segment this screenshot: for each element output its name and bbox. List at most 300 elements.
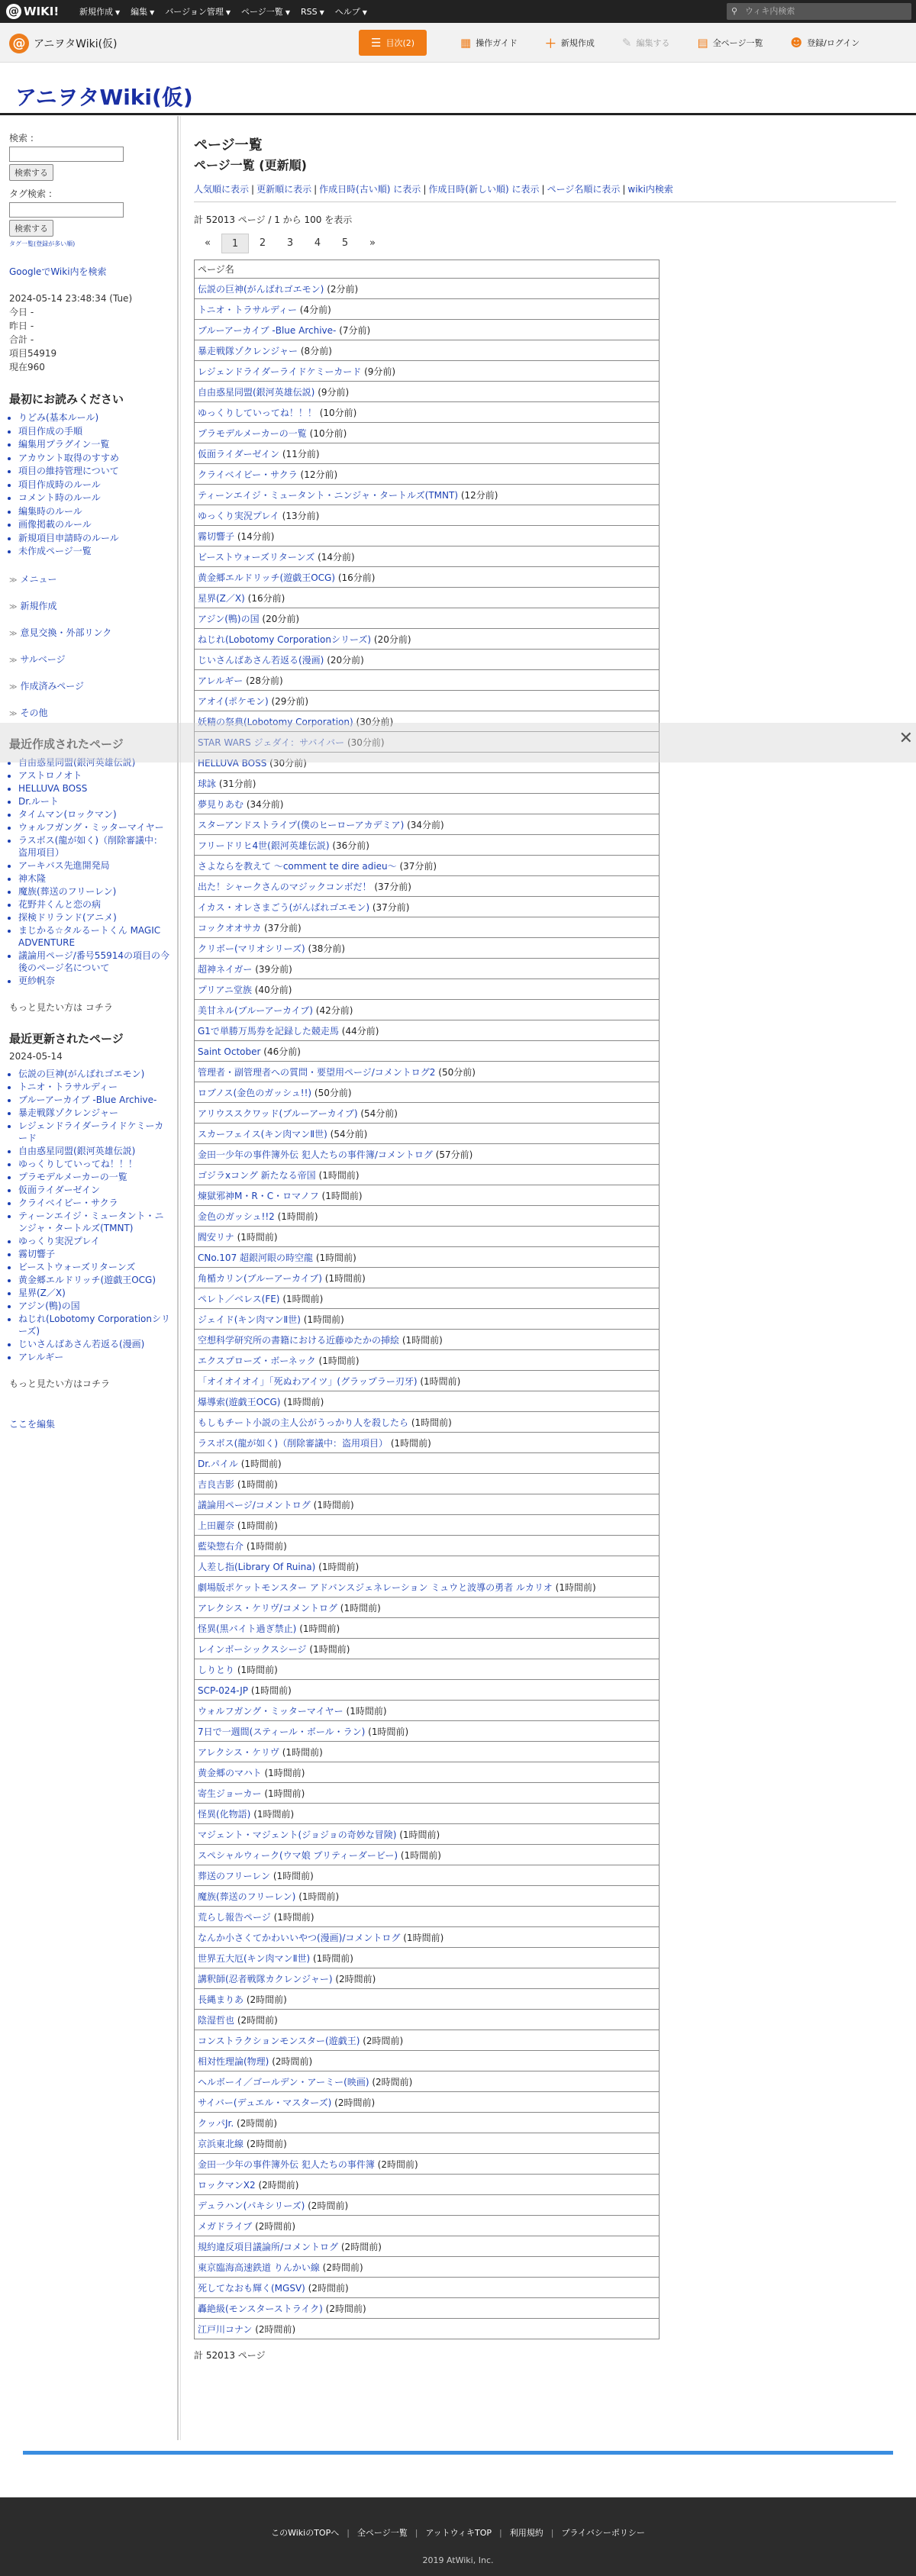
updated-time: (20分前)	[327, 654, 364, 666]
page-link[interactable]: フリードリヒ4世(銀河英雄伝説)	[198, 840, 330, 851]
recent-updated-item[interactable]: • 黄金郷エルドリッチ(遊戯王OCG)	[18, 1274, 171, 1286]
sort-links	[194, 182, 896, 202]
page-link[interactable]: 閻安リナ	[198, 1231, 234, 1243]
edit-here-link[interactable]: ここを編集	[9, 1418, 56, 1430]
recent-updated-item[interactable]: • ブルーアーカイブ -Blue Archive-	[18, 1094, 171, 1106]
menu-rss[interactable]: RSS ▼	[300, 6, 324, 17]
page-link[interactable]: ロックマンX2	[198, 2179, 256, 2191]
page-link[interactable]: 美甘ネル(ブルーアーカイブ)	[198, 1004, 313, 1016]
page-link[interactable]: 魔族(葬送のフリーレン)	[198, 1891, 296, 1902]
recent-created-item[interactable]: • ラスボス(龍が如く)（削除審議中：盗用項目）	[18, 834, 171, 859]
page-link[interactable]: ペレト／ベレス(FE)	[198, 1293, 280, 1304]
page-link[interactable]: アオイ(ポケモン)	[198, 695, 269, 707]
recent-updated-item[interactable]: • 仮面ライダーゼイン	[18, 1184, 171, 1196]
page-link[interactable]: ゆっくりしていってね！！！	[198, 407, 317, 418]
menu-page-list[interactable]: ページ一覧 ▼	[241, 7, 290, 17]
page-link[interactable]: 煉獄邪神M・R・C・ロマノフ	[198, 1190, 319, 1201]
page-link[interactable]: 長縄まりあ	[198, 1994, 244, 2005]
table-row	[195, 2319, 660, 2339]
bookmark-button[interactable]: ☰ 目次(2)	[359, 30, 427, 56]
page-cell	[195, 1309, 660, 1330]
more-created-link[interactable]: もっと見たい方は コチラ	[9, 1001, 113, 1013]
page-link[interactable]: 劇場版ポケットモンスター アドバンスジェネレーション ミュウと波導の勇者 ルカリオ	[198, 1581, 553, 1593]
page-link[interactable]: スペシャルウィーク(ウマ娘 プリティーダービー)	[198, 1849, 398, 1861]
page-link[interactable]: Dr.パイル	[198, 1458, 238, 1469]
table-row	[195, 382, 660, 402]
page-cell	[195, 1824, 660, 1845]
page-link[interactable]: 霧切響子	[198, 530, 235, 542]
page-link[interactable]: ティーンエイジ・ミュータント・ニンジャ・タートルズ(TMNT)	[198, 489, 459, 501]
recent-updated-item[interactable]: • ゆっくり実況プレイ	[18, 1235, 171, 1247]
chevron-right-icon: ≫	[9, 602, 18, 611]
recent-updated-item[interactable]: • クライベイビー・サクラ	[18, 1197, 171, 1209]
page-link[interactable]: 規約違反項目議論所/コメントログ	[198, 2241, 339, 2252]
recent-updated-item[interactable]: • 暴走戦隊ゾクレンジャー	[18, 1107, 171, 1119]
page-link[interactable]: 超神ネイガー	[198, 963, 253, 975]
page-link[interactable]: マジェント・マジェント(ジョジョの奇妙な冒険)	[198, 1829, 397, 1840]
recent-updated-item[interactable]: • ビーストウォーズリターンズ	[18, 1261, 171, 1273]
atwiki-logo[interactable]: @ WIKI!	[6, 4, 59, 19]
page-link[interactable]: しりとり	[198, 1664, 235, 1675]
recent-updated-date: 2024-05-14	[9, 1050, 63, 1062]
updated-time: (36分前)	[332, 840, 369, 851]
table-row	[195, 1865, 660, 1886]
wiki-toolbar	[0, 23, 916, 63]
page-link[interactable]: デュラハン(パキシリーズ)	[198, 2200, 305, 2211]
page-link[interactable]: アリウススクワッド(ブルーアーカイブ)	[198, 1107, 358, 1119]
page-cell	[195, 1598, 660, 1618]
footer-links	[0, 2526, 916, 2539]
page-link[interactable]: 人差し指(Library Of Ruina)	[198, 1561, 316, 1572]
plus-icon: ＋	[544, 36, 556, 50]
recent-created-item[interactable]: • 自由惑星同盟(銀河英雄伝説)	[18, 756, 171, 769]
recent-updated-item[interactable]: • レジェンドライダーライドケミーカード	[18, 1120, 171, 1144]
page-list-table	[194, 260, 660, 2339]
updated-time: (2時間前)	[377, 2158, 418, 2170]
page-cell	[195, 505, 660, 526]
page-link[interactable]: クリボー(マリオシリーズ)	[198, 943, 305, 954]
recent-updated-item[interactable]: • ゆっくりしていってね！！！	[18, 1158, 171, 1170]
page-count: 計 52013 ページ / 1 から 100 を表示	[194, 214, 353, 225]
sidebar-divider-shadow	[180, 116, 181, 2440]
sidebar-section-toggle[interactable]: ≫ メニュー	[9, 573, 57, 585]
page-link[interactable]: じいさんばあさん若返る(漫画)	[198, 654, 324, 666]
separator: |	[347, 2528, 350, 2538]
page-link[interactable]: アジン(鴨)の国	[198, 613, 260, 624]
page-link[interactable]: ねじれ(Lobotomy Corporationシリーズ)	[198, 634, 372, 645]
page-link[interactable]: スカーフェイス(キン肉マンⅡ世)	[198, 1128, 327, 1140]
recent-created-item[interactable]: • 花野井くんと恋の病	[18, 898, 171, 911]
sidebar-section-toggle[interactable]: ≫ その他	[9, 707, 48, 718]
table-row	[195, 938, 660, 959]
sidebar-section-toggle[interactable]: ≫ サルベージ	[9, 653, 66, 665]
updated-time: (1時間前)	[321, 1190, 363, 1201]
recent-created-item[interactable]: • Dr.ルート	[18, 795, 171, 808]
tag-search-input[interactable]	[9, 202, 124, 218]
table-row	[195, 2133, 660, 2154]
page-cell	[195, 2030, 660, 2051]
recent-updated-item[interactable]: • 伝説の巨神(がんばれゴエモン)	[18, 1068, 171, 1080]
table-row	[195, 1701, 660, 1721]
page-link[interactable]: 管理者・副管理者への質問・要望用ページ/コメントログ2	[198, 1066, 436, 1078]
page-link[interactable]: レジェンドライダーライドケミーカード	[198, 366, 362, 377]
first-read-item[interactable]: • 項目作成の手順	[18, 425, 171, 439]
page-link[interactable]: G1で単勝万馬券を記録した競走馬	[198, 1025, 339, 1037]
menu-new[interactable]: 新規作成 ▼	[79, 7, 121, 17]
updated-time: (1時間前)	[283, 1396, 324, 1407]
all-pages-button[interactable]: ▤ 全ページ一覧	[697, 36, 763, 50]
first-read-item[interactable]: • 新規項目申請時のルール	[18, 532, 171, 546]
tag-list-link[interactable]: タグ一覧(登録が多い順)	[9, 240, 76, 247]
table-row	[195, 1659, 660, 1680]
table-row	[195, 1515, 660, 1536]
page-link[interactable]: 金田一少年の事件簿外伝 犯人たちの事件簿/コメントログ	[198, 1149, 433, 1160]
table-row	[195, 526, 660, 546]
sort-link[interactable]: 作成日時(新しい順) に表示	[428, 184, 540, 195]
page-link[interactable]: ウォルフガング・ミッターマイヤー	[198, 1705, 344, 1717]
page-link[interactable]: 空想科学研究所の書籍における近藤ゆたかの挿絵	[198, 1334, 400, 1346]
page-link[interactable]: 暴走戦隊ゾクレンジャー	[198, 345, 298, 356]
page-link[interactable]: SCP-024-JP	[198, 1685, 248, 1696]
first-read-item[interactable]: • アカウント取得のすすめ	[18, 452, 171, 466]
recent-created-item[interactable]: • HELLUVA BOSS	[18, 782, 171, 795]
updated-time: (1時間前)	[237, 1478, 278, 1490]
updated-time: (9分前)	[318, 386, 350, 398]
page-link[interactable]: 黄金郷エルドリッチ(遊戯王OCG)	[198, 572, 336, 583]
page-cell	[195, 361, 660, 382]
footer-link[interactable]: 全ページ一覧	[356, 2528, 408, 2538]
recent-updated-item[interactable]: • ティーンエイジ・ミュータント・ニンジャ・タートルズ(TMNT)	[18, 1210, 171, 1234]
updated-time: (16分前)	[337, 572, 376, 583]
sidebar-section-toggle[interactable]: ≫ 新規作成	[9, 600, 57, 611]
page-cell	[195, 691, 660, 711]
updated-time: (37分前)	[399, 860, 437, 872]
updated-time: (14分前)	[237, 530, 275, 542]
page-link[interactable]: 「オイオイオイ」「死ぬわアイツ」(グラップラー刃牙)	[198, 1375, 418, 1387]
page-link[interactable]: 相対性理論(物理)	[198, 2055, 269, 2067]
sidebar-search-input[interactable]	[9, 147, 124, 162]
page-link[interactable]: 上田麗奈	[198, 1520, 235, 1531]
menu-version[interactable]: バージョン管理 ▼	[165, 7, 231, 17]
updated-time: (7分前)	[339, 324, 371, 336]
page-link[interactable]: 怪異(黒バイト過ぎ禁止)	[198, 1623, 297, 1634]
page-link[interactable]: 金田一少年の事件簿外伝 犯人たちの事件簿	[198, 2158, 375, 2170]
updated-time: (1時間前)	[313, 1499, 354, 1510]
page-link[interactable]: プリアニ堂族	[198, 984, 252, 995]
sort-link[interactable]: 作成日時(古い順) に表示	[319, 184, 421, 195]
updated-time: (1時間前)	[312, 1952, 353, 1964]
page-link[interactable]: 死してなおも輝く(MGSV)	[198, 2282, 305, 2294]
page-link[interactable]: 7日で一週間(スティール・ボール・ラン)	[198, 1726, 366, 1737]
recent-created-item[interactable]: • まじかる☆タルるートくん MAGIC ADVENTURE	[18, 924, 171, 949]
page-cell	[195, 1927, 660, 1948]
sidebar-section-toggle[interactable]: ≫ 作成済みページ	[9, 680, 84, 692]
page-cell	[195, 876, 660, 897]
recent-created-item[interactable]: • 議論用ページ/番号55914の項目の今後のページ名について	[18, 949, 171, 974]
table-row	[195, 1103, 660, 1124]
page-link[interactable]: エクスプローズ・ボーネック	[198, 1355, 316, 1366]
page-link[interactable]: もしもチート小説の主人公がうっかり人を殺したら	[198, 1417, 409, 1428]
guide-button[interactable]: ▦ 操作ガイド	[460, 36, 518, 50]
page-link[interactable]: トニオ・トラサルディー	[198, 304, 297, 315]
page-link[interactable]: 星界(Z／X)	[198, 592, 245, 604]
recent-updated-item[interactable]: • トニオ・トラサルディー	[18, 1081, 171, 1093]
page-link[interactable]: Saint October	[198, 1046, 261, 1057]
caret-down-icon: ▼	[225, 9, 231, 16]
sidebar-search-button[interactable]: 検索する	[9, 164, 53, 181]
google-search-link[interactable]: GoogleでWiki内を検索	[9, 266, 107, 277]
page-link[interactable]: レインボーシックスシージ	[198, 1643, 307, 1655]
first-read-item[interactable]: • 項目作成時のルール	[18, 479, 171, 492]
page-button[interactable]: 1	[221, 234, 249, 253]
page-link[interactable]: コックオオサカ	[198, 922, 262, 933]
sort-link[interactable]: 人気順に表示	[194, 184, 250, 195]
page-link[interactable]: 藍染惣右介	[198, 1540, 244, 1552]
recent-created-item[interactable]: • 更紗帆奈	[18, 975, 171, 987]
page-link[interactable]: ゴジラxコング 新たなる帝国	[198, 1169, 316, 1181]
page-link[interactable]: メガドライブ	[198, 2220, 253, 2232]
separator: |	[541, 184, 545, 195]
page-link[interactable]: イカス・オレさまごう(がんばれゴエモン)	[198, 901, 370, 913]
updated-time: (2時間前)	[272, 2055, 313, 2067]
table-row	[195, 2071, 660, 2092]
page-link[interactable]: ビーストウォーズリターンズ	[198, 551, 315, 563]
page-link[interactable]: 伝説の巨神(がんばれゴエモン)	[198, 283, 324, 295]
page-link[interactable]: 怪異(化物語)	[198, 1808, 251, 1820]
sidebar	[9, 130, 171, 1430]
updated-time: (1時間前)	[273, 1911, 314, 1923]
recent-updated-item[interactable]: • 霧切響子	[18, 1248, 171, 1260]
page-link[interactable]: アレルギー	[198, 675, 244, 686]
first-read-item[interactable]: • 未作成ページ一覧	[18, 545, 171, 559]
login-button[interactable]: ☻ 登録/ログイン	[790, 36, 860, 50]
page-cell	[195, 402, 660, 423]
wiki-home-link[interactable]: @ アニヲタWiki(仮)	[9, 34, 118, 53]
page-link[interactable]: 葬送のフリーレン	[198, 1870, 270, 1881]
updated-time: (1時間前)	[273, 1870, 314, 1881]
page-link[interactable]: アレクシス・ケリヴ	[198, 1746, 279, 1758]
separator: |	[550, 2528, 554, 2538]
page-cell	[195, 340, 660, 361]
page-cell	[195, 1103, 660, 1124]
page-cell	[195, 1659, 660, 1680]
recent-updated-item[interactable]: • アジン(鴨)の国	[18, 1300, 171, 1312]
recent-updated-item[interactable]: • プラモデルメーカーの一覧	[18, 1171, 171, 1183]
page-cell	[195, 1124, 660, 1144]
separator: |	[251, 184, 255, 195]
page-link[interactable]: 江戸川コナン	[198, 2323, 253, 2335]
recent-updated-item[interactable]: • アレルギー	[18, 1351, 171, 1363]
page-cell	[195, 382, 660, 402]
page-cell	[195, 650, 660, 670]
sort-link[interactable]: wiki内検索	[627, 184, 673, 195]
page-link[interactable]: 夢見りあむ	[198, 798, 244, 810]
page-link[interactable]: 京浜東北線	[198, 2138, 244, 2149]
page-link[interactable]: 東京臨海高速鉄道 りんかい線	[198, 2262, 320, 2273]
page-cell	[195, 1948, 660, 1968]
table-row	[195, 835, 660, 856]
caret-down-icon: ▼	[285, 9, 290, 16]
menu-help[interactable]: ヘルプ ▼	[334, 7, 367, 17]
page-link[interactable]: 轟絶級(モンスターストライク)	[198, 2303, 323, 2314]
table-row	[195, 1618, 660, 1639]
new-page-button[interactable]: ＋ 新規作成	[544, 36, 595, 50]
recent-created-item[interactable]: • タイムマン(ロックマン)	[18, 808, 171, 821]
page-link[interactable]: HELLUVA BOSS	[198, 757, 267, 769]
page-cell	[195, 1783, 660, 1804]
page-button[interactable]: 4	[314, 237, 321, 249]
page-link[interactable]: ヘルボーイ／ゴールデン・アーミー(映画)	[198, 2076, 369, 2088]
updated-time: (1時間前)	[346, 1705, 387, 1717]
sidebar-section-toggle[interactable]: ≫ 意見交換・外部リンク	[9, 627, 112, 638]
table-row	[195, 2298, 660, 2319]
updated-time: (1時間前)	[237, 1231, 278, 1243]
at-logo-icon: @	[6, 4, 21, 19]
page-link[interactable]: スターアンドストライプ(僕のヒーローアカデミア)	[198, 819, 405, 830]
page-link[interactable]: 世界五大厄(キン肉マンⅡ世)	[198, 1952, 311, 1964]
sort-link[interactable]: ページ名順に表示	[547, 184, 621, 195]
page-link[interactable]: STAR WARS ジェダイ：サバイバー	[198, 737, 345, 748]
updated-time: (1時間前)	[309, 1643, 350, 1655]
page-link[interactable]: 議論用ページ/コメントログ	[198, 1499, 311, 1510]
page-link[interactable]: ロブノス(金色のガッシュ!!)	[198, 1087, 312, 1098]
table-row	[195, 1000, 660, 1020]
first-read-heading: 最初にお読みください	[9, 392, 124, 406]
page-link[interactable]: 荒らし報告ページ	[198, 1911, 271, 1923]
page-link[interactable]: クッパJr.	[198, 2117, 234, 2129]
recent-created-item[interactable]: • ウォルフガング・ミッターマイヤー	[18, 821, 171, 833]
page-cell	[195, 959, 660, 979]
counter: 2024-05-14 23:48:34 (Tue) 今日 - 昨日 - 合計 - 項目54919 現在960	[9, 293, 133, 372]
page-link[interactable]: 黄金郷のマハト	[198, 1767, 262, 1778]
footer-link[interactable]: プライバシーポリシー	[561, 2528, 645, 2538]
first-read-item[interactable]: • りどみ(基本ルール)	[18, 411, 171, 425]
updated-time: (16分前)	[247, 592, 285, 604]
page-cell	[195, 1536, 660, 1556]
list-icon: ☰	[371, 36, 382, 50]
page-link[interactable]: クライベイビー・サクラ	[198, 469, 298, 480]
first-read-item[interactable]: • 項目の維持管理について	[18, 465, 171, 479]
table-row	[195, 402, 660, 423]
page-link[interactable]: 角楯カリン(ブルーアーカイブ)	[198, 1272, 322, 1284]
wiki-search-input[interactable]: ⚲ ウィキ内検索	[727, 3, 911, 20]
updated-time: (39分前)	[255, 963, 292, 975]
updated-time: (14分前)	[318, 551, 355, 563]
page-link[interactable]: なんか小さくてかわいいやつ(漫画)/コメントログ	[198, 1932, 401, 1943]
page-cell	[195, 1268, 660, 1288]
pencil-icon: ✎	[621, 36, 632, 50]
updated-time: (37分前)	[372, 901, 410, 913]
edit-button[interactable]: ✎ 編集する	[621, 36, 670, 50]
page-link[interactable]: 講釈師(忍者戦隊カクレンジャー)	[198, 1973, 333, 1984]
footer-link[interactable]: このWikiのTOPへ	[271, 2528, 340, 2538]
updated-time: (1時間前)	[277, 1211, 318, 1222]
page-link[interactable]: サイバー(デュエル・マスターズ)	[198, 2097, 332, 2108]
page-link[interactable]: 爆導索(遊戯王OCG)	[198, 1396, 281, 1407]
page-link[interactable]: さよならを教えて 〜comment te dire adieu〜	[198, 860, 397, 872]
updated-time: (4分前)	[299, 304, 331, 315]
page-link[interactable]: ジェイド(キン肉マンⅡ世)	[198, 1314, 301, 1325]
footer-link[interactable]: アットウィキTOP	[425, 2528, 492, 2538]
menu-edit[interactable]: 編集 ▼	[131, 7, 155, 17]
page-cell	[195, 2278, 660, 2298]
table-row	[195, 1124, 660, 1144]
page-link[interactable]: 吉良吉影	[198, 1478, 235, 1490]
table-row	[195, 567, 660, 588]
updated-time: (12分前)	[300, 469, 338, 480]
page-link[interactable]: 自由惑星同盟(銀河英雄伝説)	[198, 386, 315, 398]
sort-link[interactable]: 更新順に表示	[256, 184, 312, 195]
page-button[interactable]: 3	[286, 237, 294, 249]
page-link[interactable]: 出た！シャークさんのマジックコンボだ！	[198, 881, 372, 892]
page-link[interactable]: 陰湿哲也	[198, 2014, 235, 2026]
page-link[interactable]: アレクシス・ケリヴ/コメントログ	[198, 1602, 337, 1614]
page-cell	[195, 1494, 660, 1515]
page-link[interactable]: CNo.107 超銀河眼の時空龍	[198, 1252, 314, 1263]
first-read-item[interactable]: • 編集用プラグイン一覧	[18, 438, 171, 452]
page-link[interactable]: 妖精の祭典(Lobotomy Corporation)	[198, 716, 353, 727]
recent-created-item[interactable]: • 神木隆	[18, 872, 171, 885]
recent-updated-heading: 最近更新されたページ	[9, 1031, 124, 1046]
recent-updated-item[interactable]: • じいさんばあさん若返る(漫画)	[18, 1338, 171, 1350]
page-button[interactable]: »	[369, 237, 376, 249]
first-read-item[interactable]: • 画像掲載のルール	[18, 518, 171, 532]
page-button[interactable]: 5	[341, 237, 349, 249]
page-link[interactable]: ラスボス(龍が如く)（削除審議中：盗用項目）	[198, 1437, 389, 1449]
recent-created-item[interactable]: • アストロノオト	[18, 769, 171, 782]
page-cell	[195, 608, 660, 629]
page-button[interactable]: 2	[259, 237, 266, 249]
page-link[interactable]: コンストラクションモンスター(遊戯王)	[198, 2035, 360, 2046]
recent-created-item[interactable]: • 探検ドリランド(アニメ)	[18, 911, 171, 924]
page-cell	[195, 279, 660, 299]
page-cell	[195, 1618, 660, 1639]
first-read-item[interactable]: • コメント時のルール	[18, 492, 171, 505]
wiki-title[interactable]: アニヲタWiki(仮)	[15, 85, 193, 110]
page-link[interactable]: 寄生ジョーカー	[198, 1788, 262, 1799]
page-link[interactable]: ブルーアーカイブ -Blue Archive-	[198, 324, 337, 336]
updated-time: (1時間前)	[555, 1581, 596, 1593]
page-link[interactable]: 球詠	[198, 778, 217, 789]
first-read-item[interactable]: • 編集時のルール	[18, 505, 171, 519]
recent-created-item[interactable]: • 魔族(葬送のフリーレン)	[18, 885, 171, 898]
recent-updated-item[interactable]: • 星界(Z／X)	[18, 1287, 171, 1299]
recent-updated-item[interactable]: • 自由惑星同盟(銀河英雄伝説)	[18, 1145, 171, 1157]
title-rule	[0, 113, 916, 115]
updated-time: (2時間前)	[340, 2241, 382, 2252]
page-link[interactable]: プラモデルメーカーの一覧	[198, 427, 307, 439]
page-cell	[195, 1020, 660, 1041]
tag-search-button[interactable]: 検索する	[9, 220, 53, 237]
page-link[interactable]: 金色のガッシュ!!2	[198, 1211, 275, 1222]
table-row	[195, 1330, 660, 1350]
recent-updated-item[interactable]: • ねじれ(Lobotomy Corporationシリーズ)	[18, 1313, 171, 1337]
page-cell	[195, 1680, 660, 1701]
footer-link[interactable]: 利用規約	[509, 2528, 543, 2538]
updated-time: (1時間前)	[420, 1375, 461, 1387]
close-icon[interactable]: ✕	[898, 729, 913, 748]
table-row	[195, 1206, 660, 1227]
page-button[interactable]: «	[205, 237, 211, 249]
page-link[interactable]: ゆっくり実況プレイ	[198, 510, 279, 521]
updated-time: (1時間前)	[318, 1169, 360, 1181]
recent-created-item[interactable]: • アーキバス先進開発局	[18, 859, 171, 872]
table-row	[195, 1556, 660, 1577]
more-updated-link[interactable]: もっと見たい方はコチラ	[9, 1378, 111, 1389]
page-cell	[195, 1144, 660, 1165]
document-icon: ▤	[697, 36, 708, 50]
page-link[interactable]: 仮面ライダーゼイン	[198, 448, 280, 459]
